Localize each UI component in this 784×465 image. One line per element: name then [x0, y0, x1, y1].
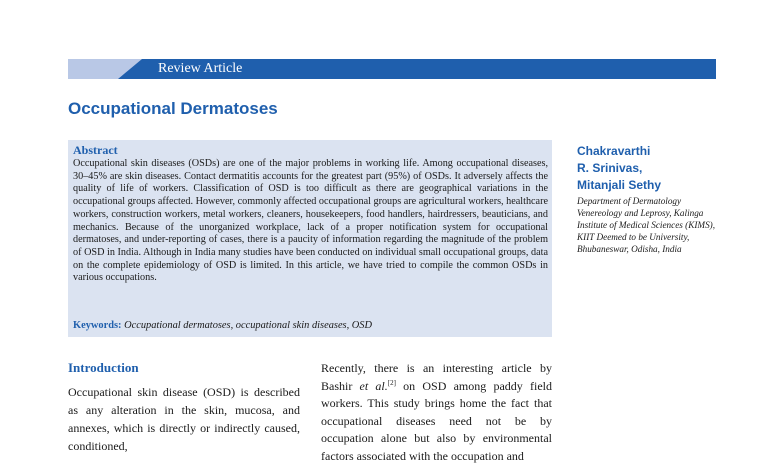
abstract-text: Occupational skin diseases (OSDs) are one of the major problems in working life. Among occupational diseases, 30–45% are skin diseases. Contact dermatitis accounts for the greatest part (95%) of OSDs. It adversely affects the quality of life of workers. Classification of OSD is too difficult as there are geographical variations in the occupational groups affected. However, commonly affected occupational groups are agricultural workers, healthcare workers, construction workers, metal workers, cleaners, housekeepers, food handlers, hairdressers, beauticians, and mechanics. Because of the unorganized workplace, lack of a proper notification system for occupational dermatoses, and under-reporting of cases, there is a paucity of information regarding the magnitude of the problem of OSD in India. Although in India many studies have been conducted on individual small occupational groups, data on the complete epidemiology of OSD is limited. In this article, we have tried to compile the common OSDs in various occupations.	[73, 158, 548, 284]
keywords-text: Occupational dermatoses, occupational skin diseases, OSD	[124, 320, 372, 331]
body-column-1	[68, 383, 300, 455]
citation-etal: et al.	[359, 378, 388, 393]
keywords-label: Keywords:	[73, 320, 122, 331]
body-text: Recently, there is an interesting article by Bashir	[321, 361, 552, 393]
abstract-box	[68, 140, 552, 337]
author-line-2: R. Srinivas,	[577, 161, 643, 175]
article-title: Occupational Dermatoses	[68, 99, 278, 118]
body-text: on OSD among paddy field workers. This study brings home the fact that occupational diseases need not be by occupation alone but also by environmental factors associated with the occupation and	[321, 378, 552, 463]
section-label: Review Article	[158, 61, 243, 76]
abstract-heading: Abstract	[73, 143, 118, 157]
author-line-1: Chakravarthi	[577, 144, 651, 158]
body-paragraph	[321, 360, 552, 465]
author-list	[577, 143, 727, 194]
section-band	[68, 59, 716, 79]
author-affiliation: Department of Dermatology Venereology and Leprosy, Kalinga Institute of Medical Sciences (KIMS), KIIT Deemed to be University, Bhubaneswar, Odisha, India	[577, 196, 716, 254]
author-line-3: Mitanjali Sethy	[577, 178, 662, 192]
body-column-2	[321, 360, 552, 465]
introduction-heading: Introduction	[68, 360, 139, 375]
body-paragraph: Occupational skin disease (OSD) is described as any alteration in the skin, mucosa, and annexes, which is directly or indirectly caused, conditioned,	[68, 385, 300, 453]
keywords-line	[73, 320, 372, 331]
citation-ref[interactable]: [2]	[387, 378, 396, 387]
